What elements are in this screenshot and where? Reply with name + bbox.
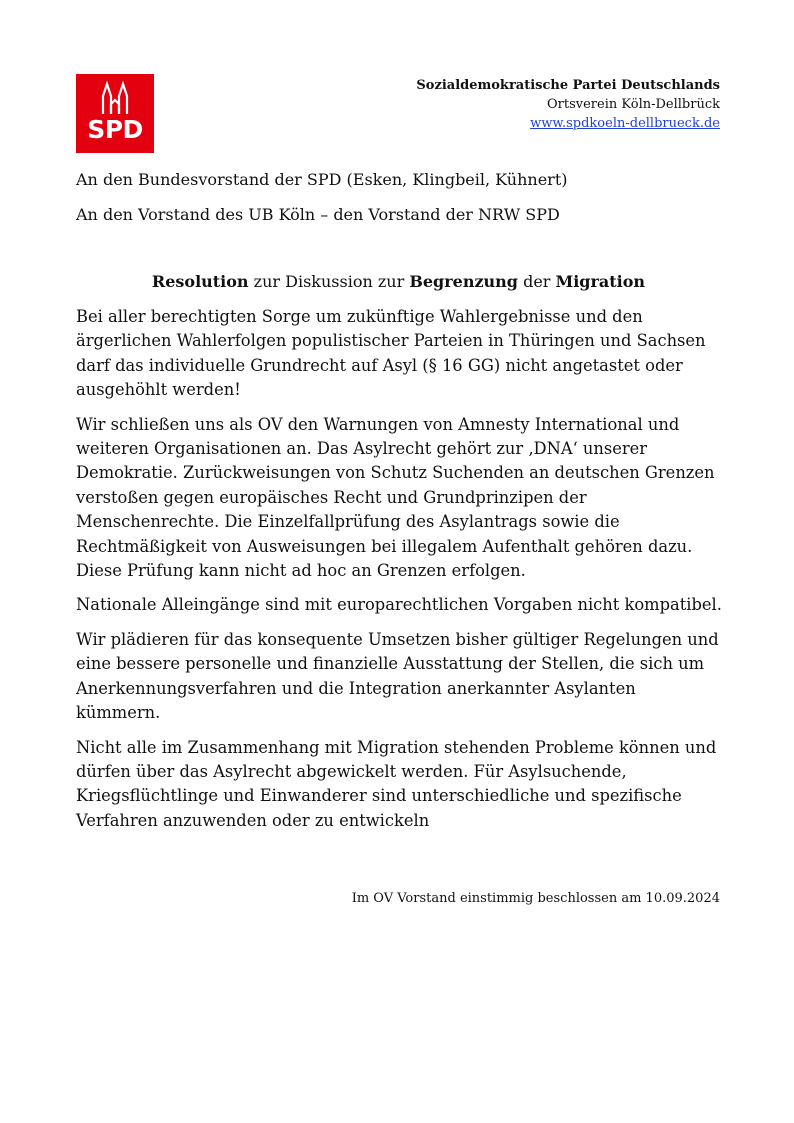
party-name: Sozialdemokratische Partei Deutschlands — [416, 78, 720, 93]
ortsverein-name: Ortsverein Köln-Dellbrück — [547, 97, 720, 112]
title-text: der — [517, 272, 556, 291]
title-word-resolution: Resolution — [151, 272, 249, 291]
body-paragraph: Nicht alle im Zusammenhang mit Migration stehenden Probleme können und dürfen über das Asylrecht abgewickelt werden. Für Asylsuchende, Kriegsflüchtlinge und Einwanderer sind unterschiedliche und spezifische Verfahren anzuwenden oder zu entwickeln — [76, 737, 717, 830]
signoff: Im OV Vorstand einstimmig beschlossen am 10.09.2024 — [351, 891, 720, 906]
body-paragraph: Wir plädieren für das konsequente Umsetzen bisher gültiger Regelungen und eine bessere personelle und finanzielle Ausstattung der Stellen, die sich um Anerkennungsverfahren und die Integration anerkannter Asylanten kümmern. — [76, 629, 719, 723]
logo-text: SPD — [87, 115, 143, 144]
body-paragraph: Nationale Alleingänge sind mit europarechtlichen Vorgaben nicht kompatibel. — [76, 595, 722, 615]
document-title — [76, 270, 721, 294]
recipient-line: An den Vorstand des UB Köln – den Vorstand der NRW SPD — [76, 205, 560, 224]
title-word-migration: Migration — [555, 272, 646, 291]
body-paragraph: Wir schließen uns als OV den Warnungen von Amnesty International und weiteren Organisationen an. Das Asylrecht gehört zur ‚DNA‘ unserer Demokratie. Zurückweisungen von Schutz Suchenden an deutschen Grenzen verstoßen gegen europäisches Recht und Grundprinzipen der Menschenrechte. Die Einzelfallprüfung des Asylantrags sowie die Rechtmäßigkeit von Ausweisungen bei illegalem Aufenthalt gehören dazu. Diese Prüfung kann nicht ad hoc an Grenzen erfolgen. — [76, 414, 715, 581]
title-text: zur Diskussion zur — [248, 272, 410, 291]
title-word-begrenzung: Begrenzung — [409, 272, 518, 291]
recipients — [76, 168, 736, 238]
resolution-body — [76, 305, 722, 843]
body-paragraph: Bei aller berechtigten Sorge um zukünftige Wahlergebnisse und den ärgerlichen Wahlerfolgen populistischer Parteien in Thüringen und Sachsen darf das individuelle Grundrecht auf Asyl (§ 16 GG) nicht angetastet oder ausgehöhlt werden! — [76, 307, 706, 400]
spd-logo — [76, 74, 154, 153]
recipient-line: An den Bundesvorstand der SPD (Esken, Klingbeil, Kühnert) — [76, 170, 568, 189]
website-link[interactable]: www.spdkoeln-dellbrueck.de — [530, 116, 720, 131]
letterhead — [416, 76, 720, 133]
